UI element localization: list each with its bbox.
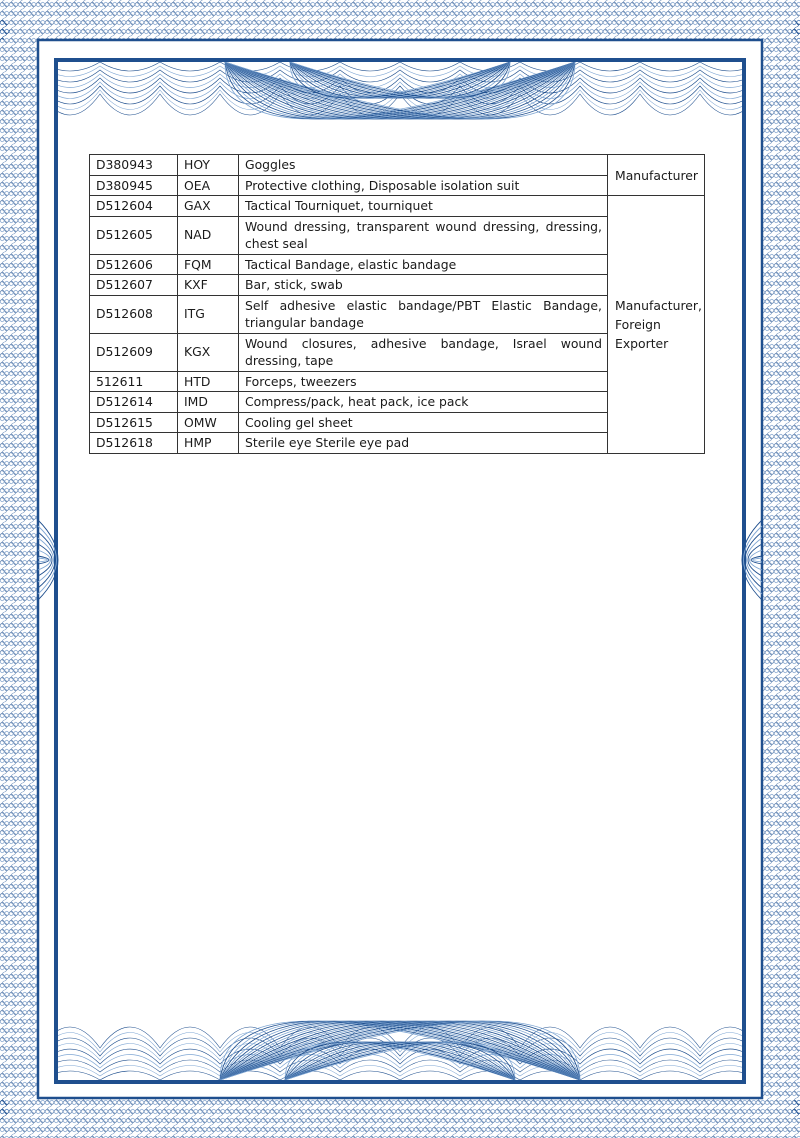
product-code-cell: D512608 xyxy=(90,295,178,333)
product-name-cell: Goggles xyxy=(239,155,608,176)
product-name-cell: Wound closures, adhesive bandage, Israel wound dressing, tape xyxy=(239,333,608,371)
product-name-cell: Wound dressing, transparent wound dressing, dressing, chest seal xyxy=(239,216,608,254)
product-code-cell: D380945 xyxy=(90,175,178,196)
product-name-cell: Compress/pack, heat pack, ice pack xyxy=(239,392,608,413)
product-name-cell: Sterile eye Sterile eye pad xyxy=(239,433,608,454)
product-code-cell: D512615 xyxy=(90,412,178,433)
product-name-cell: Bar, stick, swab xyxy=(239,275,608,296)
table-row xyxy=(90,155,705,176)
product-abbreviation-cell: FQM xyxy=(178,254,239,275)
product-name-cell: Tactical Bandage, elastic bandage xyxy=(239,254,608,275)
product-name-cell: Self adhesive elastic bandage/PBT Elastic Bandage, triangular bandage xyxy=(239,295,608,333)
company-status-line: Manufacturer, xyxy=(615,297,702,313)
product-abbreviation-cell: KXF xyxy=(178,275,239,296)
product-code-cell: D512607 xyxy=(90,275,178,296)
products-table-body xyxy=(90,155,705,454)
product-code-cell: D512609 xyxy=(90,333,178,371)
product-abbreviation-cell: NAD xyxy=(178,216,239,254)
product-code-cell: D512618 xyxy=(90,433,178,454)
product-abbreviation-cell: OMW xyxy=(178,412,239,433)
product-abbreviation-cell: HMP xyxy=(178,433,239,454)
company-status-line: Exporter xyxy=(615,335,669,351)
company-status-cell xyxy=(608,155,705,196)
product-abbreviation-cell: HOY xyxy=(178,155,239,176)
product-abbreviation-cell: KGX xyxy=(178,333,239,371)
product-code-cell: D380943 xyxy=(90,155,178,176)
product-code-cell: D512605 xyxy=(90,216,178,254)
product-code-cell: 512611 xyxy=(90,371,178,392)
product-abbreviation-cell: ITG xyxy=(178,295,239,333)
products-table xyxy=(89,154,705,454)
table-row xyxy=(90,196,705,217)
product-name-cell: Tactical Tourniquet, tourniquet xyxy=(239,196,608,217)
product-abbreviation-cell: IMD xyxy=(178,392,239,413)
product-abbreviation-cell: HTD xyxy=(178,371,239,392)
product-name-cell: Forceps, tweezers xyxy=(239,371,608,392)
product-code-cell: D512604 xyxy=(90,196,178,217)
product-name-cell: Cooling gel sheet xyxy=(239,412,608,433)
product-abbreviation-cell: GAX xyxy=(178,196,239,217)
company-status-line: Manufacturer xyxy=(615,167,699,183)
product-name-cell: Protective clothing, Disposable isolation suit xyxy=(239,175,608,196)
company-status-cell xyxy=(608,196,705,454)
product-abbreviation-cell: OEA xyxy=(178,175,239,196)
product-code-cell: D512606 xyxy=(90,254,178,275)
product-code-cell: D512614 xyxy=(90,392,178,413)
company-status-line: Foreign xyxy=(615,316,661,332)
